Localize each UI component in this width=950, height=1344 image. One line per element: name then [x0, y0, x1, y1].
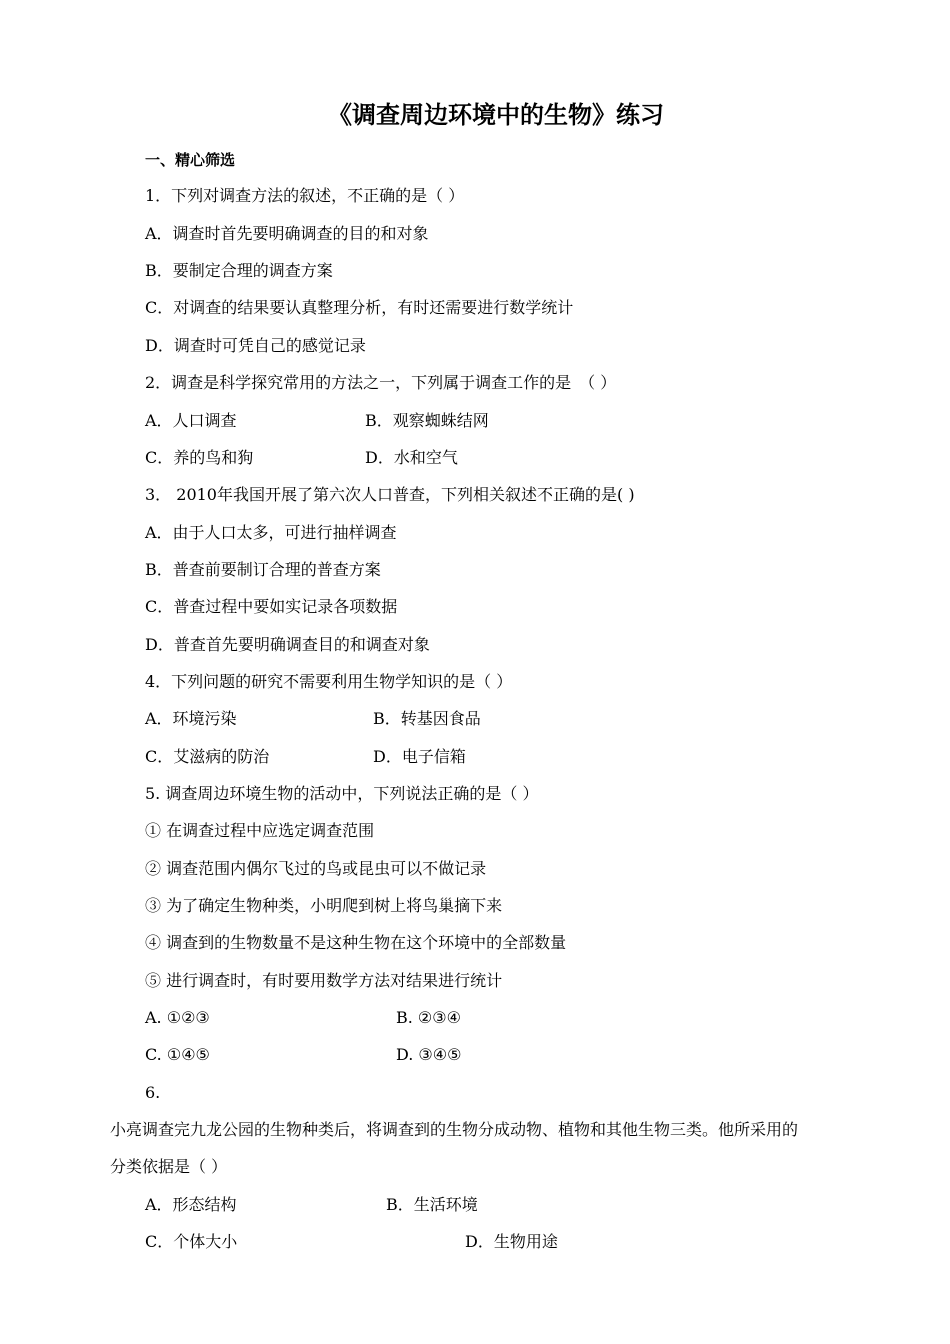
question-3-option-d: D．普查首先要明确调查目的和调查对象: [145, 635, 430, 654]
question-4-stem: 4．下列问题的研究不需要利用生物学知识的是（ ）: [145, 672, 513, 691]
question-4-option-b: B．转基因食品: [373, 709, 481, 728]
question-3-stem: 3． 2010年我国开展了第六次人口普查，下列相关叙述不正确的是( ): [145, 485, 635, 504]
question-6-option-d: D．生物用途: [465, 1232, 558, 1251]
question-5-option-d: D. ③④⑤: [396, 1045, 462, 1064]
question-1-option-a: A．调查时首先要明确调查的目的和对象: [145, 224, 429, 243]
question-1-option-d: D．调查时可凭自己的感觉记录: [145, 336, 366, 355]
question-6-number: 6.: [145, 1083, 161, 1102]
question-4-option-d: D．电子信箱: [373, 747, 466, 766]
question-5-option-b: B. ②③④: [396, 1008, 461, 1027]
question-6-stem-line-2: 分类依据是（ ）: [110, 1157, 228, 1176]
question-3-option-c: C．普查过程中要如实记录各项数据: [145, 597, 398, 616]
question-5-statement-2: ② 调查范围内偶尔飞过的鸟或昆虫可以不做记录: [145, 859, 487, 878]
question-5-statement-3: ③ 为了确定生物种类，小明爬到树上将鸟巢摘下来: [145, 896, 503, 915]
question-1-stem: 1．下列对调查方法的叙述，不正确的是（ ）: [145, 186, 465, 205]
question-6-option-b: B．生活环境: [386, 1195, 478, 1214]
question-2-option-c: C．养的鸟和狗: [145, 448, 254, 467]
question-6-stem-line-1: 小亮调查完九龙公园的生物种类后，将调查到的生物分成动物、植物和其他生物三类。他所采用的: [110, 1120, 799, 1139]
question-6-option-c: C．个体大小: [145, 1232, 238, 1251]
question-5-statement-4: ④ 调查到的生物数量不是这种生物在这个环境中的全部数量: [145, 933, 567, 952]
question-4-option-c: C．艾滋病的防治: [145, 747, 270, 766]
question-3-option-a: A．由于人口太多，可进行抽样调查: [145, 523, 397, 542]
question-2-option-a: A．人口调查: [145, 411, 237, 430]
section-heading: 一、精心筛选: [145, 151, 236, 169]
question-3-option-b: B．普查前要制订合理的普查方案: [145, 560, 381, 579]
question-5-option-a: A. ①②③: [145, 1008, 210, 1027]
page-title: 《调查周边环境中的生物》练习: [328, 100, 664, 129]
question-1-option-b: B．要制定合理的调查方案: [145, 261, 333, 280]
question-2-option-d: D．水和空气: [365, 448, 458, 467]
question-6-option-a: A．形态结构: [145, 1195, 237, 1214]
question-5-statement-1: ① 在调查过程中应选定调查范围: [145, 821, 375, 840]
question-5-statement-5: ⑤ 进行调查时，有时要用数学方法对结果进行统计: [145, 971, 503, 990]
question-2-option-b: B．观察蜘蛛结网: [365, 411, 489, 430]
question-5-option-c: C. ①④⑤: [145, 1045, 210, 1064]
question-5-stem: 5. 调查周边环境生物的活动中，下列说法正确的是（ ）: [145, 784, 539, 803]
question-2-stem: 2．调查是科学探究常用的方法之一，下列属于调查工作的是 （ ）: [145, 373, 617, 392]
question-1-option-c: C．对调查的结果要认真整理分析，有时还需要进行数学统计: [145, 298, 574, 317]
question-4-option-a: A．环境污染: [145, 709, 237, 728]
